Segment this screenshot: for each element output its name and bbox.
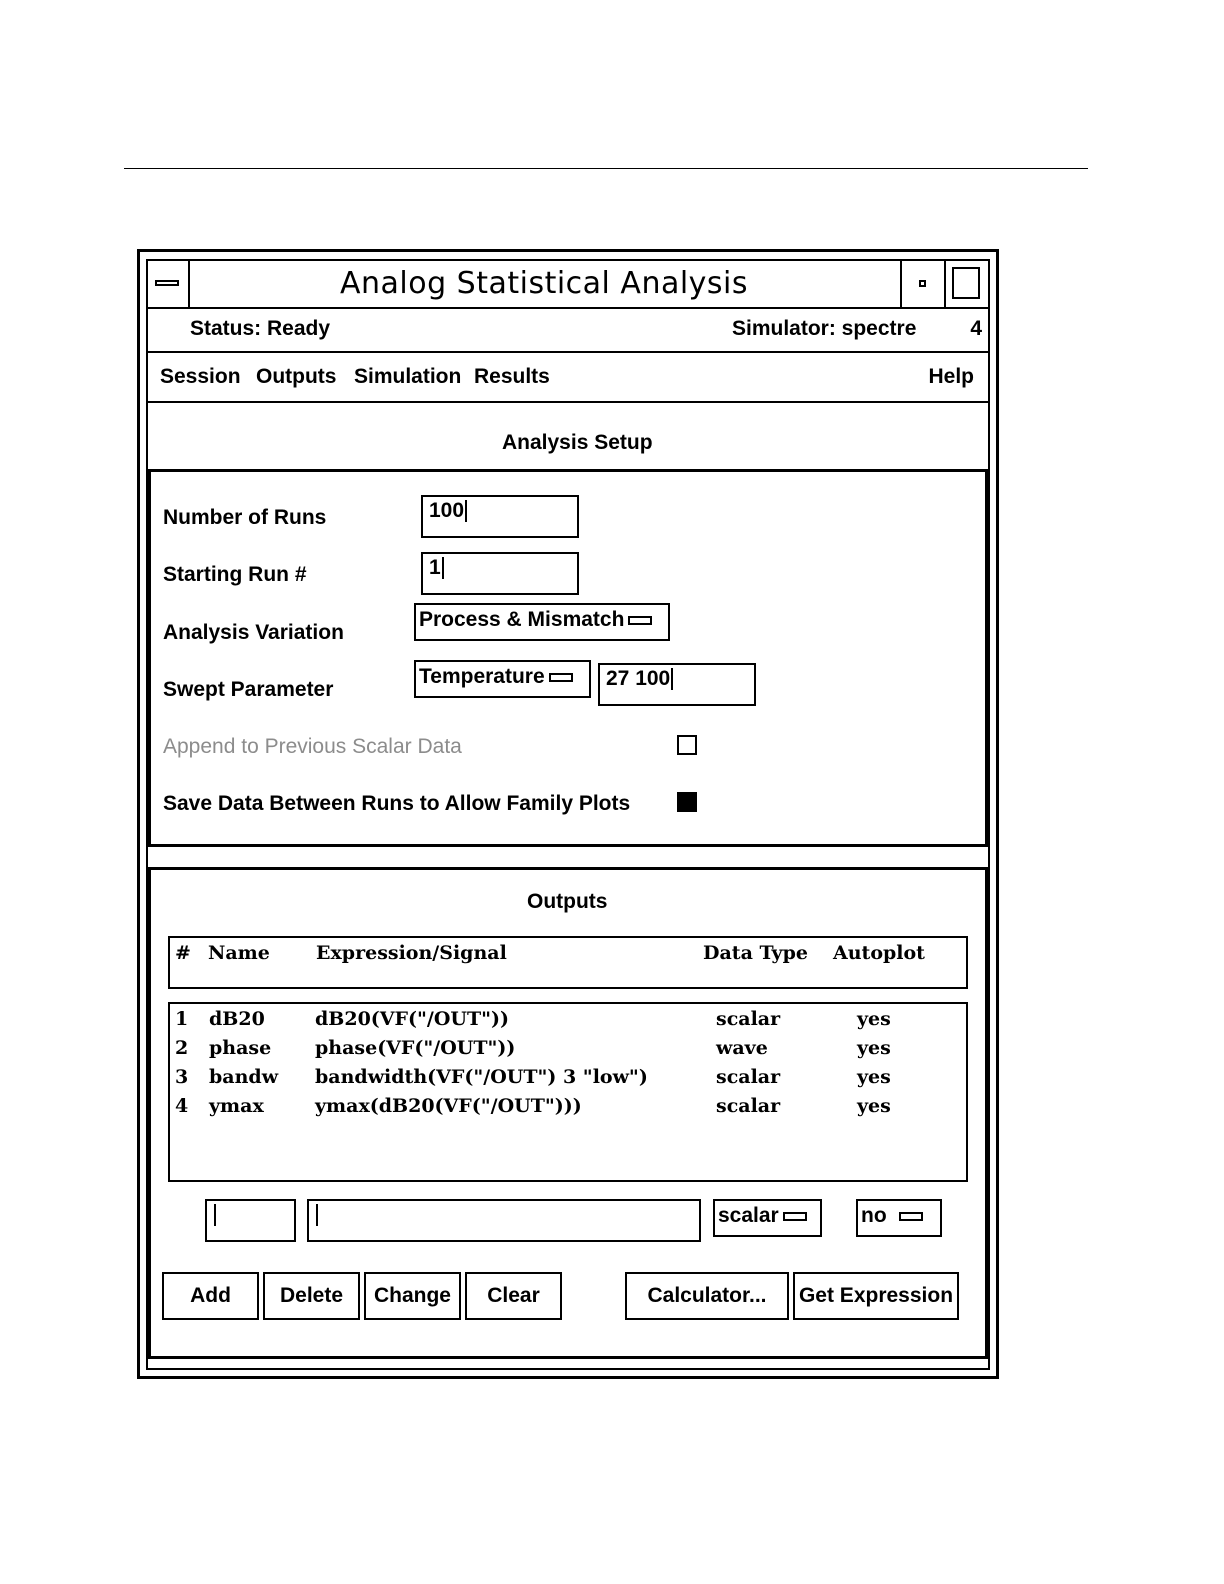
runs-input[interactable]: [421, 495, 579, 538]
row-num: 3: [175, 1066, 189, 1088]
start-run-label: Starting Run #: [163, 563, 307, 586]
output-name-input[interactable]: [205, 1199, 296, 1242]
variation-value: Process & Mismatch: [419, 608, 625, 631]
row-type: wave: [716, 1037, 768, 1059]
row-autoplot: yes: [857, 1066, 891, 1088]
clear-button[interactable]: Clear: [465, 1272, 562, 1320]
swept-value: Temperature: [419, 665, 545, 688]
save-data-checkbox[interactable]: [677, 792, 697, 812]
start-run-input[interactable]: [421, 552, 579, 595]
menu-results[interactable]: Results: [474, 365, 550, 388]
window-title: Analog Statistical Analysis: [339, 266, 749, 301]
row-type: scalar: [716, 1008, 781, 1030]
swept-values: 27 100: [606, 667, 671, 690]
menu-session[interactable]: Session: [160, 365, 241, 388]
menu-help[interactable]: Help: [928, 365, 974, 388]
status-number: 4: [970, 317, 982, 340]
outputs-title: Outputs: [527, 890, 608, 913]
data-type-value: scalar: [718, 1204, 779, 1227]
status-bar: [148, 309, 988, 353]
row-expr: dB20(VF("/OUT")): [315, 1008, 509, 1030]
text-cursor: [465, 500, 467, 522]
table-row[interactable]: [170, 1095, 966, 1124]
row-expr: bandwidth(VF("/OUT") 3 "low"): [315, 1066, 648, 1088]
menu-outputs[interactable]: Outputs: [256, 365, 337, 388]
autoplot-select[interactable]: [856, 1199, 942, 1237]
menu-bar: [148, 353, 988, 403]
append-label: Append to Previous Scalar Data: [163, 735, 462, 758]
output-expression-input[interactable]: [307, 1199, 701, 1242]
row-autoplot: yes: [857, 1095, 891, 1117]
col-header-num: #: [175, 942, 191, 964]
table-row[interactable]: [170, 1037, 966, 1066]
maximize-button[interactable]: [944, 261, 988, 307]
cyclic-icon: [783, 1212, 807, 1221]
menu-simulation[interactable]: Simulation: [354, 365, 462, 388]
row-num: 4: [175, 1095, 189, 1117]
data-type-select[interactable]: [713, 1199, 822, 1237]
swept-values-input[interactable]: [598, 663, 756, 706]
add-button[interactable]: Add: [162, 1272, 259, 1320]
row-expr: phase(VF("/OUT")): [315, 1037, 516, 1059]
runs-label: Number of Runs: [163, 506, 327, 529]
calculator-button[interactable]: Calculator...: [625, 1272, 789, 1320]
col-header-name: Name: [208, 942, 270, 964]
analysis-setup-panel: [148, 469, 988, 847]
outputs-list[interactable]: [168, 1002, 968, 1182]
autoplot-value: no: [861, 1204, 887, 1227]
cyclic-icon: [899, 1212, 923, 1221]
col-header-autoplot: Autoplot: [833, 942, 925, 964]
analysis-setup-title: Analysis Setup: [502, 431, 653, 454]
variation-label: Analysis Variation: [163, 621, 344, 644]
row-num: 2: [175, 1037, 189, 1059]
table-row[interactable]: [170, 1008, 966, 1037]
status-text: Status: Ready: [190, 317, 331, 340]
text-cursor: [316, 1204, 318, 1226]
row-autoplot: yes: [857, 1037, 891, 1059]
row-num: 1: [175, 1008, 189, 1030]
get-expression-button[interactable]: Get Expression: [793, 1272, 959, 1320]
text-cursor: [671, 668, 673, 690]
col-header-type: Data Type: [703, 942, 808, 964]
maximize-icon: [952, 267, 980, 299]
row-name: dB20: [209, 1008, 265, 1030]
text-cursor: [442, 557, 444, 579]
cyclic-icon: [628, 616, 652, 625]
change-button[interactable]: Change: [364, 1272, 461, 1320]
row-name: bandw: [209, 1066, 279, 1088]
title-bar[interactable]: [148, 261, 988, 309]
cyclic-icon: [549, 673, 573, 682]
runs-value: 100: [429, 499, 465, 522]
swept-select[interactable]: [414, 660, 591, 698]
page-rule: [124, 168, 1088, 169]
minimize-icon: [919, 280, 926, 287]
window-menu-icon: [155, 280, 179, 286]
swept-label: Swept Parameter: [163, 678, 334, 701]
row-name: ymax: [209, 1095, 264, 1117]
minimize-button[interactable]: [900, 261, 944, 307]
text-cursor: [214, 1204, 216, 1226]
start-run-value: 1: [429, 556, 441, 579]
row-type: scalar: [716, 1066, 781, 1088]
outputs-header: [168, 936, 968, 989]
window-frame: [146, 259, 990, 1370]
analysis-window: [137, 249, 999, 1379]
window-menu-button[interactable]: [148, 261, 190, 307]
save-data-label: Save Data Between Runs to Allow Family Plots: [163, 792, 631, 815]
simulator-text: Simulator: spectre: [732, 317, 917, 340]
append-checkbox[interactable]: [677, 735, 697, 755]
row-expr: ymax(dB20(VF("/OUT"))): [315, 1095, 582, 1117]
row-autoplot: yes: [857, 1008, 891, 1030]
row-name: phase: [209, 1037, 272, 1059]
table-row[interactable]: [170, 1066, 966, 1095]
row-type: scalar: [716, 1095, 781, 1117]
variation-select[interactable]: [414, 603, 670, 641]
col-header-expr: Expression/Signal: [316, 942, 507, 964]
delete-button[interactable]: Delete: [263, 1272, 360, 1320]
